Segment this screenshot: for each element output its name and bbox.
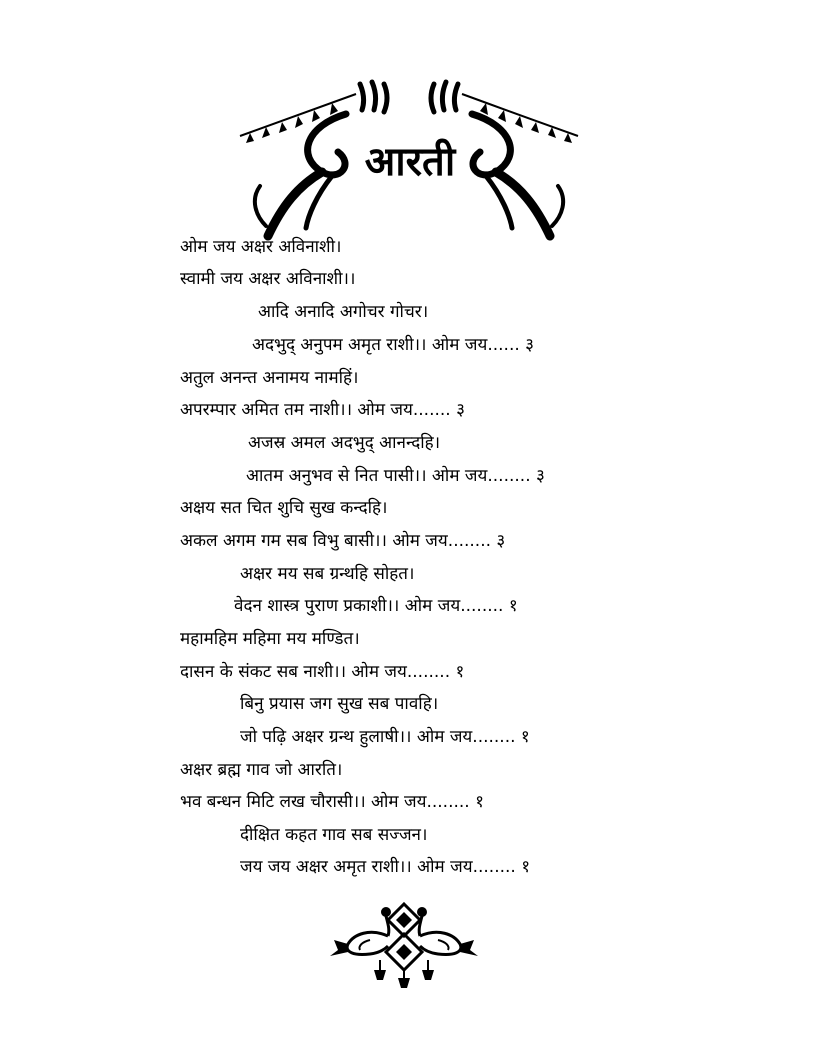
verse-line: स्वामी जय अक्षर अविनाशी।। — [180, 269, 356, 289]
verse-line: अक्षर ब्रह्म गाव जो आरति। — [180, 760, 343, 780]
verse-line: अक्षय सत चित शुचि सुख कन्दहि। — [180, 498, 388, 518]
verse-line: ओम जय अक्षर अविनाशी। — [180, 237, 342, 257]
verse-line: जय जय अक्षर अमृत राशी।। ओम जय........ १ — [240, 857, 531, 877]
footer-peacock-ornament — [330, 900, 478, 990]
verse-line: भव बन्धन मिटि लख चौरासी।। ओम जय........ १ — [180, 792, 484, 812]
verse-line: महामहिम महिमा मय मण्डित। — [180, 629, 360, 649]
verse-line: अदभुद् अनुपम अमृत राशी।। ओम जय...... ३ — [252, 335, 535, 355]
page-title: आरती — [364, 139, 456, 185]
verse-line: अक्षर मय सब ग्रन्थहि सोहत। — [240, 564, 415, 584]
verse-line: अकल अगम गम सब विभु बासी।। ओम जय........ ३ — [180, 531, 506, 551]
verse-line: अपरम्पार अमित तम नाशी।। ओम जय....... ३ — [180, 400, 465, 420]
verse-line: अतुल अनन्त अनामय नामहिं। — [180, 368, 359, 388]
verse-line: दासन के संकट सब नाशी।। ओम जय........ १ — [180, 662, 465, 682]
verse-line: वेदन शास्त्र पुराण प्रकाशी।। ओम जय........ १ — [234, 596, 518, 616]
verse-line: दीक्षित कहत गाव सब सज्जन। — [240, 825, 428, 845]
verse-line: आतम अनुभव से नित पासी।। ओम जय........ ३ — [246, 466, 545, 486]
verse-line: आदि अनादि अगोचर गोचर। — [258, 302, 429, 322]
verse-line: बिनु प्रयास जग सुख सब पावहि। — [240, 694, 439, 714]
verse-line: अजस्र अमल अदभुद् आनन्दहि। — [248, 433, 441, 453]
verse-line: जो पढ़ि अक्षर ग्रन्थ हुलाषी।। ओम जय........ १ — [240, 727, 530, 747]
